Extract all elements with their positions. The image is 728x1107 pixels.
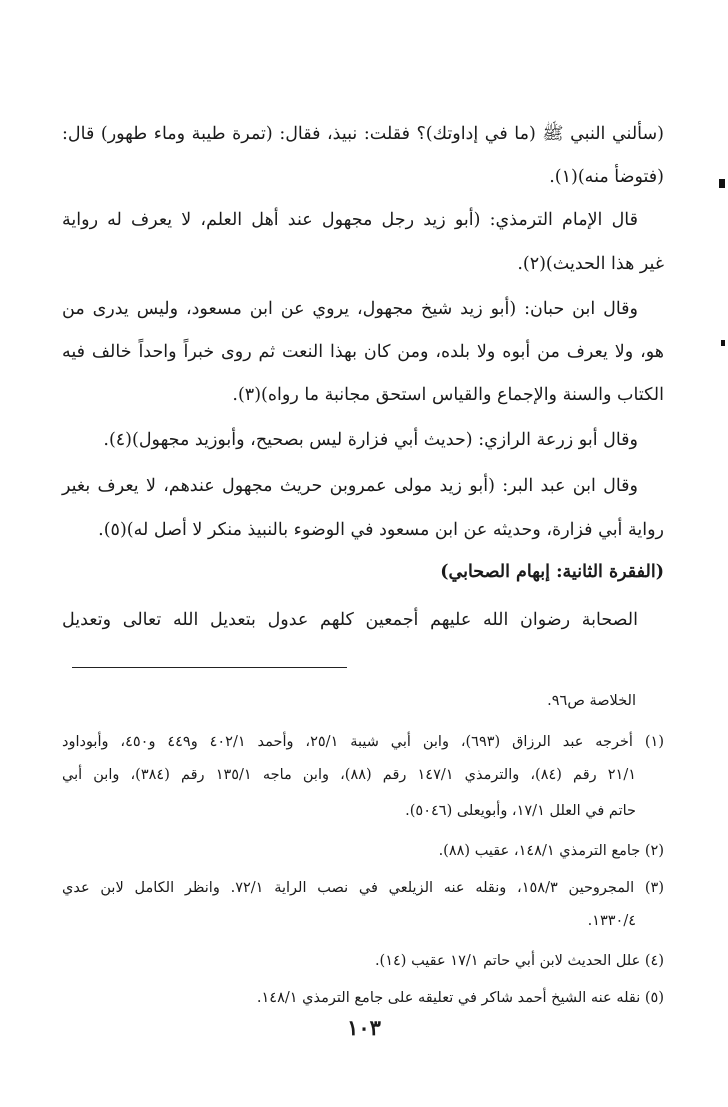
body-line-8: وقال أبو زرعة الرازي: (حديث أبي فزارة ليس بصحيح، وأبوزيد مجهول)(٤). <box>103 430 638 450</box>
footnote-line-4: (٢) جامع الترمذي ١٤٨/١، عقيب (٨٨). <box>438 843 664 859</box>
body-line-6: هو، ولا يعرف من أبوه ولا بلده، ومن كان بهذا النعت ثم روى خبراً واحداً خالف فيه <box>62 342 664 362</box>
body-line-2: (فتوضأ منه)(١). <box>549 167 664 187</box>
body-line-4: غير هذا الحديث)(٢). <box>517 254 664 274</box>
footnote-line-0: الخلاصة ص٩٦. <box>547 693 636 709</box>
footnote-line-3: حاتم في العلل ١٧/١، وأبويعلى (٥٠٤٦). <box>405 803 636 819</box>
body-line-12: الصحابة رضوان الله عليهم أجمعين كلهم عدول بتعديل الله تعالى وتعديل <box>62 610 638 630</box>
footnote-separator <box>72 667 347 668</box>
margin-mark-bottom <box>721 340 725 346</box>
body-line-7: الكتاب والسنة والإجماع والقياس استحق مجانبة ما رواه)(٣). <box>232 385 664 405</box>
footnote-line-8: (٥) نقله عنه الشيخ أحمد شاكر في تعليقه على جامع الترمذي ١٤٨/١. <box>256 990 664 1006</box>
footnote-line-2: ٢١/١ رقم (٨٤)، والترمذي ١٤٧/١ رقم (٨٨)، وابن ماجه ١٣٥/١ رقم (٣٨٤)، وابن أبي <box>62 767 636 783</box>
page-number: ١٠٣ <box>347 1015 381 1040</box>
body-line-10: رواية أبي فزارة، وحديثه عن ابن مسعود في الوضوء بالنبيذ منكر لا أصل له)(٥). <box>98 520 664 540</box>
footnote-line-1: (١) أخرجه عبد الرزاق (٦٩٣)، وابن أبي شيبة ٢٥/١، وأحمد ٤٠٢/١ و٤٤٩ و٤٥٠، وأبوداود <box>62 734 664 750</box>
body-line-9: وقال ابن عبد البر: (أبو زيد مولى عمروبن حريث مجهول عندهم، لا يعرف بغير <box>62 476 638 496</box>
margin-mark-top <box>719 179 725 188</box>
footnote-line-6: ١٣٣٠/٤. <box>587 913 636 929</box>
footnote-line-5: (٣) المجروحين ١٥٨/٣، ونقله عنه الزيلعي في نصب الراية ٧٢/١. وانظر الكامل لابن عدي <box>62 880 664 896</box>
body-line-1: (سألني النبي ﷺ (ما في إداوتك)؟ فقلت: نبيذ، فقال: (تمرة طيبة وماء طهور) قال: <box>62 124 664 144</box>
footnote-line-7: (٤) علل الحديث لابن أبي حاتم ١٧/١ عقيب (١٤). <box>374 953 664 969</box>
body-line-5: وقال ابن حبان: (أبو زيد شيخ مجهول، يروي عن ابن مسعود، وليس يدرى من <box>62 299 638 319</box>
body-line-3: قال الإمام الترمذي: (أبو زيد رجل مجهول عند أهل العلم، لا يعرف له رواية <box>62 210 638 230</box>
section-heading: (الفقرة الثانية: إبهام الصحابي) <box>440 562 664 582</box>
